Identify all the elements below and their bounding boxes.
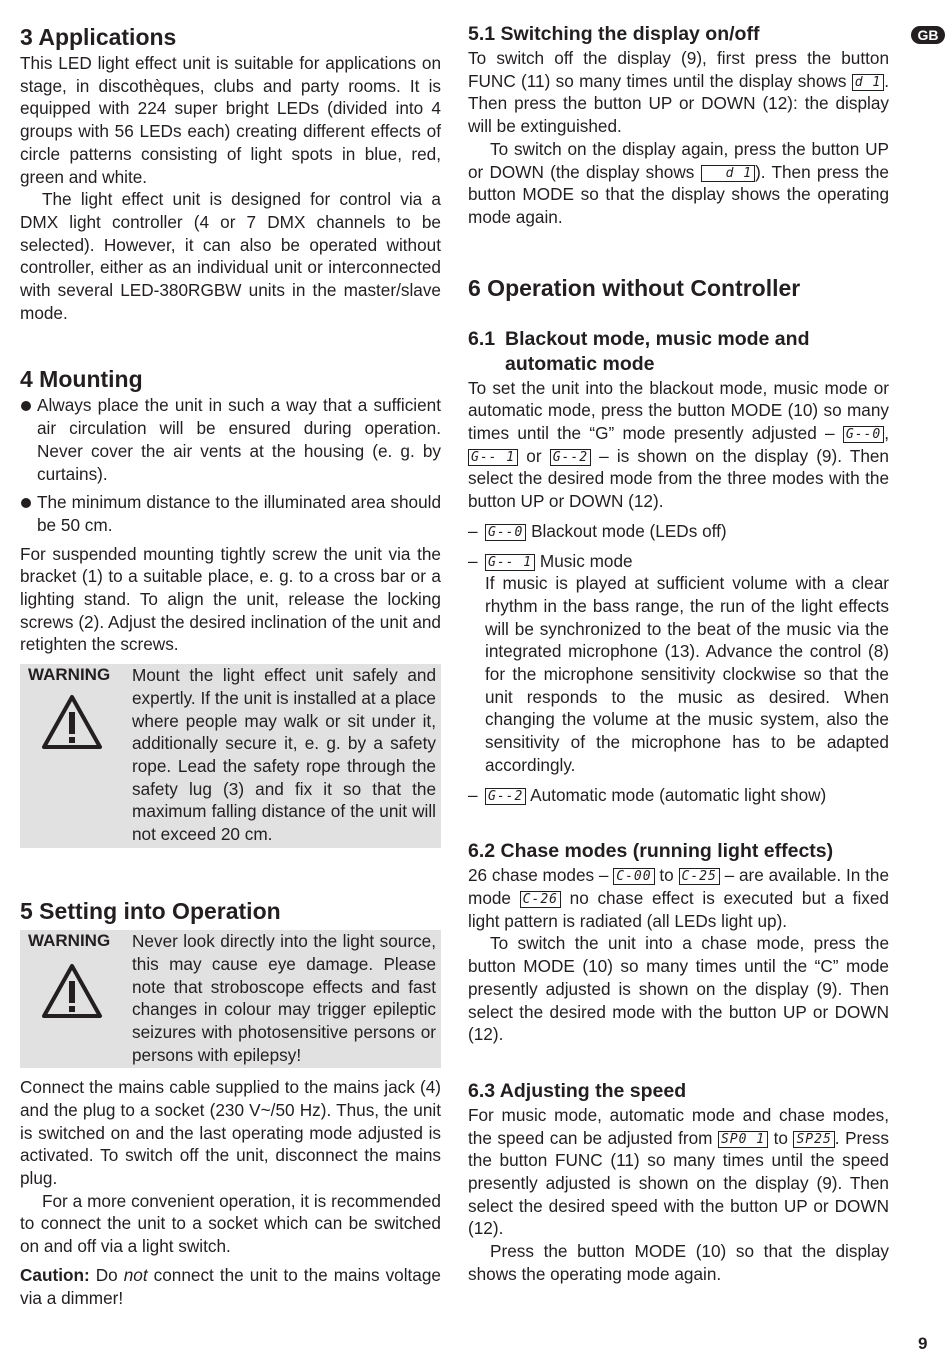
mounting-warning-text: Mount the light effect unit safely and expertly. If the unit is installed at a place where people may walk or sit under it, additionally secure it, e. g. by a safety rope. Lead the safety rope through the safety lug (3) and fix it so that the maximum falling distance of the unit will not exceed 20 cm. bbox=[132, 665, 436, 845]
operation-warning-text: Never look directly into the light source, this may cause eye damage. Please note that stroboscope effects and fast changes in colour may trigger epileptic seizures with photosensitive persons or persons with epilepsy! bbox=[132, 931, 436, 1065]
mode-label: Automatic mode (automatic light show) bbox=[530, 784, 827, 805]
heading-chase-modes: 6.2 Chase modes (running light effects) bbox=[468, 840, 834, 863]
display-readout-d1: d 1 bbox=[852, 74, 884, 91]
language-badge: GB bbox=[911, 26, 945, 44]
chase-paragraph-1 bbox=[468, 864, 889, 932]
speed-paragraph-1 bbox=[468, 1104, 889, 1240]
warning-label: WARNING bbox=[28, 931, 111, 951]
text-run: no chase effect is executed but a fixed light pattern is radiated (all LEDs light up). bbox=[468, 887, 889, 931]
page-number: 9 bbox=[918, 1334, 928, 1353]
caution-paragraph bbox=[20, 1264, 441, 1309]
mounting-paragraph: For suspended mounting tightly screw the unit via the bracket (1) to a suitable place, e. g. to a cross bar or a lighting stand. To align the unit, release the locking screws (2). Adjust the desired inclination of the unit and retighten the screws. bbox=[20, 543, 441, 655]
text-run: For music mode, automatic mode and chase modes, the speed can be adjusted from bbox=[468, 1104, 889, 1148]
applications-paragraph-1: This LED light effect unit is suitable for applications on stage, in discothèques, clubs and party rooms. It is equipped with 224 super bright LEDs (divided into 4 groups with 56 LEDs each) creating different effects of circle patterns consisting of light spots in blue, red, green and white. bbox=[20, 53, 441, 187]
heading-blackout-music-automatic bbox=[468, 327, 889, 377]
operation-paragraph-1: Connect the mains cable supplied to the mains jack (4) and the plug to a socket (230 V~/50 Hz). Thus, the unit is switched on and the last operating mode adjusted is activated. To switch off the unit, disconnect the mains plug. bbox=[20, 1077, 441, 1188]
operation-warning-box bbox=[20, 930, 441, 1068]
text-run: 26 chase modes – bbox=[468, 865, 614, 886]
mode-item-blackout bbox=[468, 520, 889, 543]
modes-paragraph bbox=[468, 377, 889, 513]
display-readout-g0: G--0 bbox=[485, 524, 526, 541]
operation-paragraph-2: For a more convenient operation, it is recommended to connect the unit to a socket which can be switched on and off via a light switch. bbox=[20, 1190, 441, 1257]
display-readout-c25: C-25 bbox=[679, 868, 720, 885]
warning-label: WARNING bbox=[28, 665, 111, 685]
display-paragraph-2 bbox=[468, 138, 889, 229]
text-run: to bbox=[768, 1127, 794, 1148]
display-readout-sp25: SP25 bbox=[793, 1131, 834, 1148]
heading-adjusting-speed: 6.3 Adjusting the speed bbox=[468, 1079, 687, 1102]
chase-paragraph-2: To switch the unit into a chase mode, press the button MODE (10) so many times until the “C” mode presently adjusted is shown on the display (9). Then select the desired mode with the button UP or DOWN (12). bbox=[468, 933, 889, 1045]
mode-description: If music is played at sufficient volume with a clear rhythm in the bass range, the run of the light effects will be synchronized to the beat of the music via the integrated microphone (13). Advance the control (8) for the microphone sensitivity clockwise so that the unit responds to the music as desired. When changing the volume at the music system, also the sensitivity of the microphone has to be adapted accordingly. bbox=[485, 573, 889, 775]
display-readout-g2: G--2 bbox=[485, 788, 526, 805]
text-run: or bbox=[518, 445, 550, 466]
heading-setting-into-operation: 5 Setting into Operation bbox=[20, 898, 281, 925]
mode-label: Blackout mode (LEDs off) bbox=[531, 520, 727, 541]
mode-label: Music mode bbox=[539, 550, 633, 571]
left-column bbox=[20, 22, 441, 1309]
text-run: To set the unit into the blackout mode, music mode or automatic mode, press the button MODE (10) so many times until the “G” mode presently adjusted – bbox=[468, 377, 889, 444]
caution-emphasis: not bbox=[123, 1264, 148, 1285]
heading-line-2: automatic mode bbox=[505, 352, 655, 375]
caution-text-a: Do bbox=[89, 1264, 124, 1285]
dash: – bbox=[468, 550, 478, 571]
display-readout-c00: C-00 bbox=[613, 868, 654, 885]
display-readout-c26: C-26 bbox=[520, 891, 561, 908]
display-readout-g0: G--0 bbox=[843, 426, 884, 443]
text-run: to bbox=[654, 865, 679, 886]
text-run: To switch on the display again, press the button UP or DOWN (the display shows bbox=[468, 138, 889, 182]
heading-line-1: Blackout mode, music mode and bbox=[505, 327, 810, 350]
text-run: . Press the button FUNC (11) so many times until the speed presently adjusted is shown on the display (9). Then select the desired speed with the button UP or DOWN (12). bbox=[468, 1127, 889, 1239]
applications-paragraph-2: The light effect unit is designed for control via a DMX light controller (4 or 7 DMX channels to be selected). However, it can also be operated without controller, either as an individual unit or interconnected with several LED-380RGBW units in the master/slave mode. bbox=[20, 189, 441, 323]
text-run: . Then press the button UP or DOWN (12): the display will be extinguished. bbox=[468, 70, 889, 137]
display-readout-g2: G--2 bbox=[550, 449, 591, 466]
display-readout-d1: d 1 bbox=[701, 165, 755, 182]
display-readout-g1: G-- 1 bbox=[468, 449, 518, 466]
display-readout-g1: G-- 1 bbox=[485, 554, 535, 571]
heading-mounting: 4 Mounting bbox=[20, 366, 143, 393]
warning-triangle-icon bbox=[41, 694, 103, 750]
dash: – bbox=[468, 784, 478, 805]
text-run: To switch off the display (9), first press the button FUNC (11) so many times until the display shows bbox=[468, 48, 889, 91]
mounting-bullet-2: The minimum distance to the illuminated area should be 50 cm. bbox=[20, 491, 441, 536]
display-readout-sp01: SP0 1 bbox=[718, 1131, 768, 1148]
text-run: – is shown on the display (9). Then select the desired mode from the three modes with the button UP or DOWN (12). bbox=[468, 445, 889, 512]
text-run: – are available. In the mode bbox=[468, 865, 890, 908]
mounting-bullet-1: Always place the unit in such a way that a sufficient air circulation will be ensured during operation. Never cover the air vents at the housing (e. g. by curtains). bbox=[20, 394, 441, 485]
mounting-warning-box bbox=[20, 664, 441, 848]
text-run: ). Then press the button MODE so that the display shows the operating mode again. bbox=[468, 161, 889, 227]
right-column bbox=[468, 22, 889, 1286]
heading-operation-without-controller: 6 Operation without Controller bbox=[468, 274, 801, 301]
heading-applications: 3 Applications bbox=[20, 24, 177, 50]
caution-text-b: connect the unit to the mains voltage via a dimmer! bbox=[20, 1264, 441, 1308]
mode-item-automatic bbox=[468, 784, 889, 807]
speed-paragraph-2: Press the button MODE (10) so that the display shows the operating mode again. bbox=[468, 1241, 889, 1284]
heading-switching-display: 5.1 Switching the display on/off bbox=[468, 23, 760, 45]
section-number: 6.1 bbox=[468, 327, 496, 350]
display-paragraph-1 bbox=[468, 47, 889, 138]
caution-label: Caution: bbox=[20, 1264, 90, 1285]
text-run: , bbox=[884, 423, 889, 444]
dash: – bbox=[468, 520, 478, 541]
warning-triangle-icon bbox=[41, 963, 103, 1019]
mode-item-music bbox=[468, 550, 889, 777]
